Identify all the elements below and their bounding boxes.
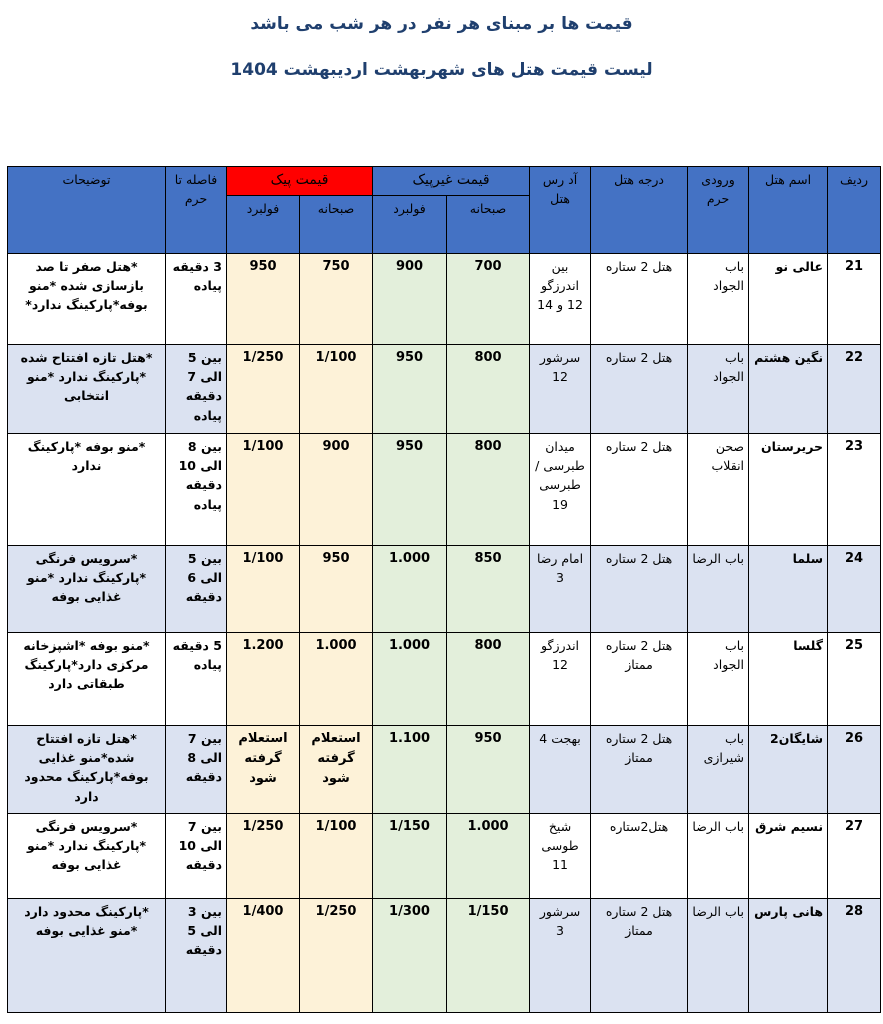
hotel-name: گلسا xyxy=(749,632,828,725)
hotel-grade: هتل 2 ستاره ممتاز xyxy=(591,725,688,813)
offpeak-breakfast-price: 800 xyxy=(447,433,530,545)
hotel-name: نگین هشتم xyxy=(749,344,828,433)
peak-breakfast-price: 750 xyxy=(300,253,373,344)
header-offpeak-fullboard: فولبرد xyxy=(373,195,447,253)
offpeak-breakfast-price: 1/150 xyxy=(447,898,530,1012)
offpeak-fullboard-price: 950 xyxy=(373,433,447,545)
price-list-title: لیست قیمت هتل های شهربهشت اردیبهشت 1404 xyxy=(230,60,653,80)
offpeak-breakfast-price: 800 xyxy=(447,344,530,433)
peak-fullboard-price: 1/250 xyxy=(227,344,300,433)
peak-breakfast-price: 900 xyxy=(300,433,373,545)
header-row-number: ردیف xyxy=(828,167,881,254)
distance: بین 7 الی 8 دقیقه xyxy=(166,725,227,813)
hotel-price-table xyxy=(7,166,881,1013)
offpeak-fullboard-price: 900 xyxy=(373,253,447,344)
header-peak-breakfast: صبحانه xyxy=(300,195,373,253)
entrance: باب الجواد xyxy=(688,344,749,433)
offpeak-breakfast-price: 850 xyxy=(447,545,530,632)
peak-fullboard-price: استعلام گرفته شود xyxy=(227,725,300,813)
table-row xyxy=(8,253,881,344)
notes: *منو بوفه *پارکینگ ندارد xyxy=(8,433,166,545)
distance: 5 دقیقه پیاده xyxy=(166,632,227,725)
row-number: 24 xyxy=(828,545,881,632)
row-number: 21 xyxy=(828,253,881,344)
entrance: صحن انقلاب xyxy=(688,433,749,545)
offpeak-breakfast-price: 950 xyxy=(447,725,530,813)
peak-fullboard-price: 950 xyxy=(227,253,300,344)
address: سرشور 12 xyxy=(530,344,591,433)
row-number: 26 xyxy=(828,725,881,813)
distance: بین 7 الی 10 دقیقه xyxy=(166,813,227,898)
offpeak-fullboard-price: 1.000 xyxy=(373,545,447,632)
row-number: 27 xyxy=(828,813,881,898)
notes: *سرویس فرنگی *پارکینگ ندارد *منو غذایی بوفه xyxy=(8,813,166,898)
hotel-name: شایگان2 xyxy=(749,725,828,813)
peak-fullboard-price: 1/400 xyxy=(227,898,300,1012)
hotel-grade: هتل 2 ستاره xyxy=(591,545,688,632)
hotel-name: سلما xyxy=(749,545,828,632)
peak-fullboard-price: 1/100 xyxy=(227,545,300,632)
peak-breakfast-price: استعلام گرفته شود xyxy=(300,725,373,813)
offpeak-fullboard-price: 1/150 xyxy=(373,813,447,898)
entrance: باب الرضا xyxy=(688,898,749,1012)
entrance: باب الجواد xyxy=(688,253,749,344)
row-number: 25 xyxy=(828,632,881,725)
header-entrance: ورودی حرم xyxy=(688,167,749,254)
header-peak-price: قیمت پیک xyxy=(227,167,373,196)
hotel-grade: هتل 2 ستاره xyxy=(591,344,688,433)
peak-breakfast-price: 1/250 xyxy=(300,898,373,1012)
address: بهجت 4 xyxy=(530,725,591,813)
distance: بین 8 الی 10 دقیقه پیاده xyxy=(166,433,227,545)
table-row xyxy=(8,632,881,725)
hotel-name: نسیم شرق xyxy=(749,813,828,898)
peak-breakfast-price: 1/100 xyxy=(300,344,373,433)
distance: بین 3 الی 5 دقیقه xyxy=(166,898,227,1012)
distance: بین 5 الی 6 دقیقه xyxy=(166,545,227,632)
hotel-grade: هتل 2 ستاره xyxy=(591,433,688,545)
distance: 3 دقیقه پیاده xyxy=(166,253,227,344)
address: امام رضا 3 xyxy=(530,545,591,632)
address: اندرزگو 12 xyxy=(530,632,591,725)
notes: *هتل صفر تا صد بازسازی شده *منو بوفه*پارکینگ ندارد* xyxy=(8,253,166,344)
offpeak-fullboard-price: 1/300 xyxy=(373,898,447,1012)
peak-breakfast-price: 1.000 xyxy=(300,632,373,725)
hotel-name: عالی نو xyxy=(749,253,828,344)
address: بین اندرزگو 12 و 14 xyxy=(530,253,591,344)
row-number: 23 xyxy=(828,433,881,545)
entrance: باب الرضا xyxy=(688,545,749,632)
notes: *منو بوفه *اشپزخانه مرکزی دارد*پارکینگ طبقاتی دارد xyxy=(8,632,166,725)
notes: *هتل تازه افتتاح شده*منو غذایی بوفه*پارکینگ محدود دارد xyxy=(8,725,166,813)
peak-fullboard-price: 1/100 xyxy=(227,433,300,545)
header-notes: توضیحات xyxy=(8,167,166,254)
notes: *سرویس فرنگی *پارکینگ ندارد *منو غذایی بوفه xyxy=(8,545,166,632)
table-row xyxy=(8,813,881,898)
hotel-name: حریرستان xyxy=(749,433,828,545)
hotel-grade: هتل2ستاره xyxy=(591,813,688,898)
notes: *هتل تازه افتتاح شده *پارکینگ ندارد *منو انتخابی xyxy=(8,344,166,433)
peak-fullboard-price: 1/250 xyxy=(227,813,300,898)
hotel-grade: هتل 2 ستاره ممتاز xyxy=(591,898,688,1012)
header-grade: درجه هتل xyxy=(591,167,688,254)
header-address: آد رس هتل xyxy=(530,167,591,254)
table-row xyxy=(8,898,881,1012)
table-row xyxy=(8,545,881,632)
offpeak-fullboard-price: 1.100 xyxy=(373,725,447,813)
peak-fullboard-price: 1.200 xyxy=(227,632,300,725)
notes: *پارکینگ محدود دارد *منو غذایی بوفه xyxy=(8,898,166,1012)
offpeak-breakfast-price: 800 xyxy=(447,632,530,725)
header-offpeak-price: قیمت غیرپیک xyxy=(373,167,530,196)
distance: بین 5 الی 7 دقیقه پیاده xyxy=(166,344,227,433)
table-row xyxy=(8,344,881,433)
hotel-name: هانی پارس xyxy=(749,898,828,1012)
row-number: 22 xyxy=(828,344,881,433)
table-row xyxy=(8,433,881,545)
header-hotel-name: اسم هتل xyxy=(749,167,828,254)
header-distance: فاصله تا حرم xyxy=(166,167,227,254)
header-peak-fullboard: فولبرد xyxy=(227,195,300,253)
header-offpeak-breakfast: صبحانه xyxy=(447,195,530,253)
entrance: باب شیرازی xyxy=(688,725,749,813)
entrance: باب الرضا xyxy=(688,813,749,898)
entrance: باب الجواد xyxy=(688,632,749,725)
address: سرشور 3 xyxy=(530,898,591,1012)
peak-breakfast-price: 950 xyxy=(300,545,373,632)
offpeak-fullboard-price: 950 xyxy=(373,344,447,433)
peak-breakfast-price: 1/100 xyxy=(300,813,373,898)
offpeak-breakfast-price: 700 xyxy=(447,253,530,344)
address: میدان طبرسی / طبرسی 19 xyxy=(530,433,591,545)
row-number: 28 xyxy=(828,898,881,1012)
hotel-grade: هتل 2 ستاره xyxy=(591,253,688,344)
address: شیخ طوسی 11 xyxy=(530,813,591,898)
price-note-title: قیمت ها بر مبنای هر نفر در هر شب می باشد xyxy=(250,14,633,34)
offpeak-fullboard-price: 1.000 xyxy=(373,632,447,725)
hotel-grade: هتل 2 ستاره ممتاز xyxy=(591,632,688,725)
offpeak-breakfast-price: 1.000 xyxy=(447,813,530,898)
table-row xyxy=(8,725,881,813)
